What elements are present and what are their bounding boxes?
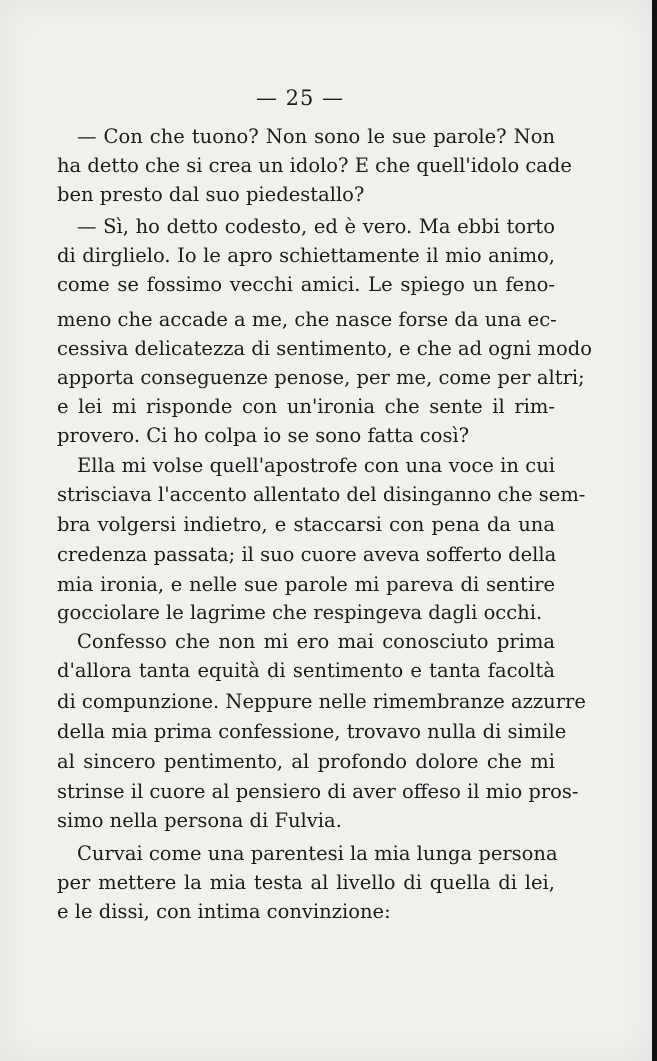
text-line: d'allora tanta equità di sentimento e tanta facoltà xyxy=(57,659,555,682)
text-line: credenza passata; il suo cuore aveva sofferto della xyxy=(57,543,557,566)
text-line: bra volgersi indietro, e staccarsi con pena da una xyxy=(57,513,555,536)
page-edge xyxy=(652,0,657,1061)
text-line: come se fossimo vecchi amici. Le spiego un feno- xyxy=(57,273,555,296)
text-line: di dirglielo. Io le apro schiettamente il mio animo, xyxy=(57,244,555,267)
text-line: mia ironia, e nelle sue parole mi pareva di sentire xyxy=(57,573,555,596)
page-number: — 25 — xyxy=(255,86,345,110)
text-line: di compunzione. Neppure nelle rimembranze azzurre xyxy=(57,690,586,713)
text-line: al sincero pentimento, al profondo dolore che mi xyxy=(57,750,555,773)
text-line: meno che accade a me, che nasce forse da una ec- xyxy=(57,308,557,331)
text-line: provero. Ci ho colpa io se sono fatta così? xyxy=(57,424,470,447)
text-line: ben presto dal suo piedestallo? xyxy=(57,183,365,206)
text-line: — Sì, ho detto codesto, ed è vero. Ma ebbi torto xyxy=(77,215,555,238)
text-line: e lei mi risponde con un'ironia che sente il rim- xyxy=(57,395,555,418)
text-line: gocciolare le lagrime che respingeva dagli occhi. xyxy=(57,601,543,624)
text-line: strisciava l'accento allentato del disinganno che sem- xyxy=(57,483,586,506)
text-line: apporta conseguenze penose, per me, come per altri; xyxy=(57,366,585,389)
text-line: simo nella persona di Fulvia. xyxy=(57,809,342,832)
text-line: della mia prima confessione, trovavo nulla di simile xyxy=(57,720,567,743)
text-line: — Con che tuono? Non sono le sue parole? Non xyxy=(77,125,555,148)
text-line: per mettere la mia testa al livello di quella di lei, xyxy=(57,871,555,894)
text-line: strinse il cuore al pensiero di aver offeso il mio pros- xyxy=(57,780,579,803)
text-line: e le dissi, con intima convinzione: xyxy=(57,900,391,923)
text-line: Curvai come una parentesi la mia lunga persona xyxy=(77,842,558,865)
text-line: ha detto che si crea un idolo? E che quell'idolo cade xyxy=(57,154,572,177)
text-line: cessiva delicatezza di sentimento, e che ad ogni modo xyxy=(57,337,592,360)
text-line: Confesso che non mi ero mai conosciuto prima xyxy=(77,630,555,653)
text-line: Ella mi volse quell'apostrofe con una voce in cui xyxy=(77,454,555,477)
